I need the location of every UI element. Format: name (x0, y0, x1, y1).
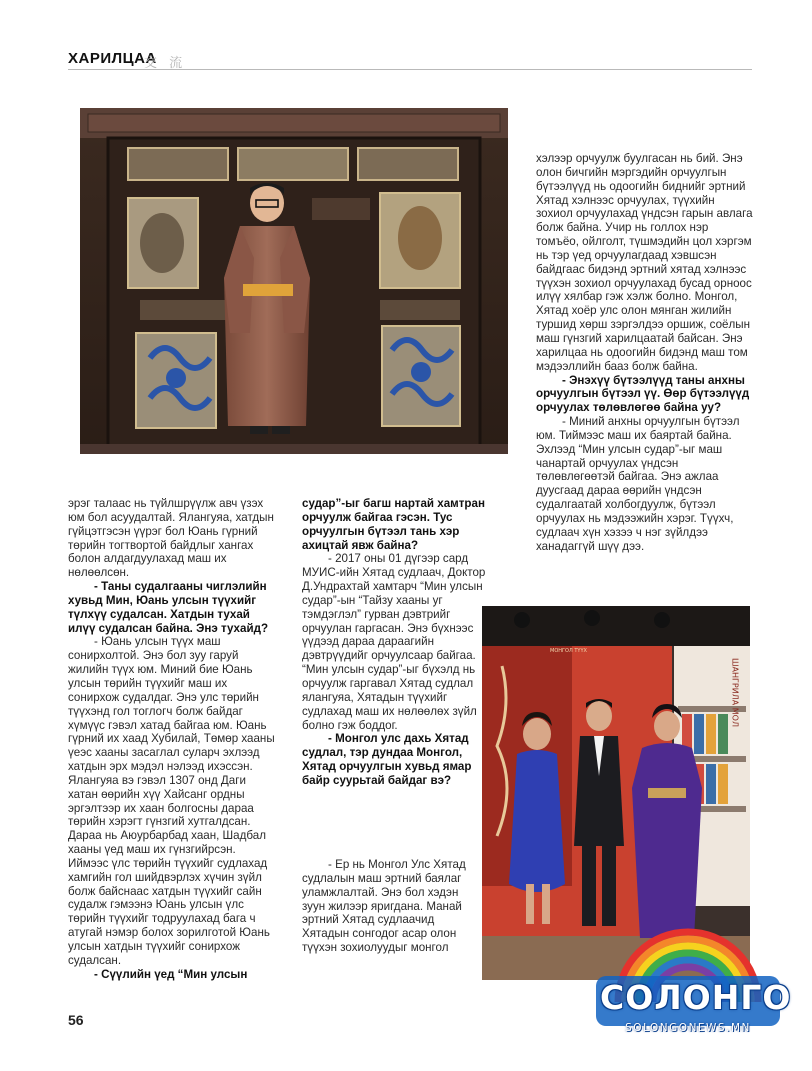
interview-question: - Таны судалгааны чиглэлийн хувьд Мин, Юань улсын түүхийг түлхүү судалсан. Хатдын тухай илүү судалсан байна. Энэ тухайд? (68, 580, 269, 635)
paragraph: - Юань улсын түүх маш сонирхолтой. Энэ бол зуу гаруй жилийн түүх юм. Миний бие Юань улсын төрийн түүхийг маш их сонирхож судалдаг. Энэ улс төрийн түүхэнд гол тоглогч болж байдаг хүмүүс гэвэл хатад байгаа юм. Юань гүрний их хаад Хубилай, Төмөр хааны үеэс хааны засаглал суларч эхлээд хатдын эрх мэдэл нэлээд ихэссэн. Ялангуяа вэ гэвэл 1307 онд Даги хатан өөрийн хүү Хайсанг ордны эргэлтээр их хаан болгосны дараа төрийн хэрэгт гүнзгий хутгалдсан. Дараа нь Аюурбарбад хаан, Шадбал хааны үед маш их гүнзгийрсэн. Иймээс үлс төрийн түүхийг судлахад хамгийн гол шийдвэрлэх хүчин зүйл болж байснаас хатдын түүхийг сайн судалж гэмээнэ Юань улсын үлс төрийн түүхийг тодруулахад бага ч атугай нэмэр болох зорилготой Юань улсын хатдын түүхийг сонирхож судалсан. (68, 635, 275, 967)
solongo-logo (588, 922, 792, 1052)
paragraph: - Миний анхны орчуулгын бүтээл юм. Тиймээс маш их баяртай байна. Эхлээд “Мин улсын судар”-ыг маш чанартай орчуулах үндсэн төлөвлөгөөтэй байгаа. Энэ ажлаа дуусгаад дараа өөрийн үндсэн судалгаатай холбогдуулж, бүтээл орчуулах нь мэдээжийн хэрэг. Түүхч, судлаач хүн хэзээ ч нэг зүйлдээ ханадаггүй шүү дээ. (536, 415, 740, 553)
paragraph: - Ер нь Монгол Улс Хятад судлалын маш эртний баялаг уламжлалтай. Энэ бол хэдэн зуун жилээр яригдана. Манай эртний Хятад судлаачид Хятадын сонгодог асар олон түүхэн зохиолуудыг монгол (302, 858, 466, 955)
logo-website: SOLONGONEWS.MN (625, 1022, 751, 1034)
article-column-2 (302, 497, 492, 788)
interview-question: - Монгол улс дахь Хятад судлал, тэр дундаа Монгол, Хятад орчуулгын хувьд ямар байр суурьтай байдаг вэ? (302, 732, 472, 787)
paragraph: хэлээр орчуулж буулгасан нь бий. Энэ олон бичгийн мэргэдийн орчуулгын бүтээлүүд нь одоогийн биднийг эртний Хятад хэлнээс орчуулах, түүхийн зохиол орчуулахад үндсэн гарын авлага болж байна. Учир нь голлох нэр томъёо, ойлголт, түшмэдийн цол хэргэм нь тэр үед орчуулагдаад хэвшсэн байдгаас бидэнд эртний хятад хэлнээс түүхэн зохиол орчуулахад бусад орноос илүү хялбар гэж хэлж болно. Монгол, Хятад хоёр улс олон мянган жилийн туршид хөрш зэргэлдээ оршиж, соёлын маш гүнзгий харилцаатай байсан. Энэ харилцаа нь одоогийн бидэнд маш том мэдээллийн бааз болж байна. (536, 152, 753, 373)
store-banner: ШАНГРИЛА МОЛ (730, 658, 740, 727)
page-number: 56 (68, 1012, 84, 1028)
book-cover-title: МОНГОЛ ТҮҮХ (550, 648, 587, 654)
paragraph: - 2017 оны 01 дүгээр сард МУИС-ийн Хятад судлаач, Доктор Д.Ундрахтай хамтарч “Мин улсын судар”-ын “Тайзу хааны уг тэмдэглэл” гурван дэвтрийг орчуулан гаргасан. Энэ бүхнээс үүдээд дараа дараагийн дэвтрүүдийг орчуулсаар байгаа. “Мин улсын судар”-ыг бүхэлд нь орчуулж гаргавал Хятад судлал ялангуяа, Хятадын түүхийг судлахад маш их нөлөөлөх зүйл болно гэж боддог. (302, 552, 486, 732)
interview-question: судар”-ыг багш нартай хамтран орчуулж байгаа гэсэн. Тус орчуулгын бүтээл тань хэр ахицтай явж байна? (302, 497, 485, 552)
book-title-text (550, 648, 588, 654)
portrait-photo-temple-door (80, 108, 508, 454)
article-column-1 (68, 497, 278, 982)
article-column-3 (536, 152, 754, 553)
section-title-cjk: 交 流 (144, 56, 187, 71)
logo-brand-name: СОЛОНГО (600, 978, 792, 1017)
interview-question: - Энэхүү бүтээлүүд таны анхны орчуулгын бүтээл үү. Өөр бүтээлүүд орчуулах төлөвлөгөө байна уу? (536, 373, 750, 415)
interview-question: - Сүүлийн үед “Мин улсын (94, 967, 248, 981)
article-column-2-bottom (302, 858, 472, 955)
banner-text (731, 658, 740, 727)
paragraph: эрэг талаас нь түйлшрүүлж авч үзэх юм бол асуудалтай. Ялангуяа, хатдын гүйцэтгэсэн үүрэг бол Юань гүрний төрийн тогтвортой байдлыг хангах болон алдагдуулахад маш их нөлөөлсөн. (68, 497, 274, 580)
section-title: ХАРИЛЦАА (68, 50, 157, 67)
portrait-photo-illustration (80, 108, 508, 454)
section-header (68, 48, 752, 70)
